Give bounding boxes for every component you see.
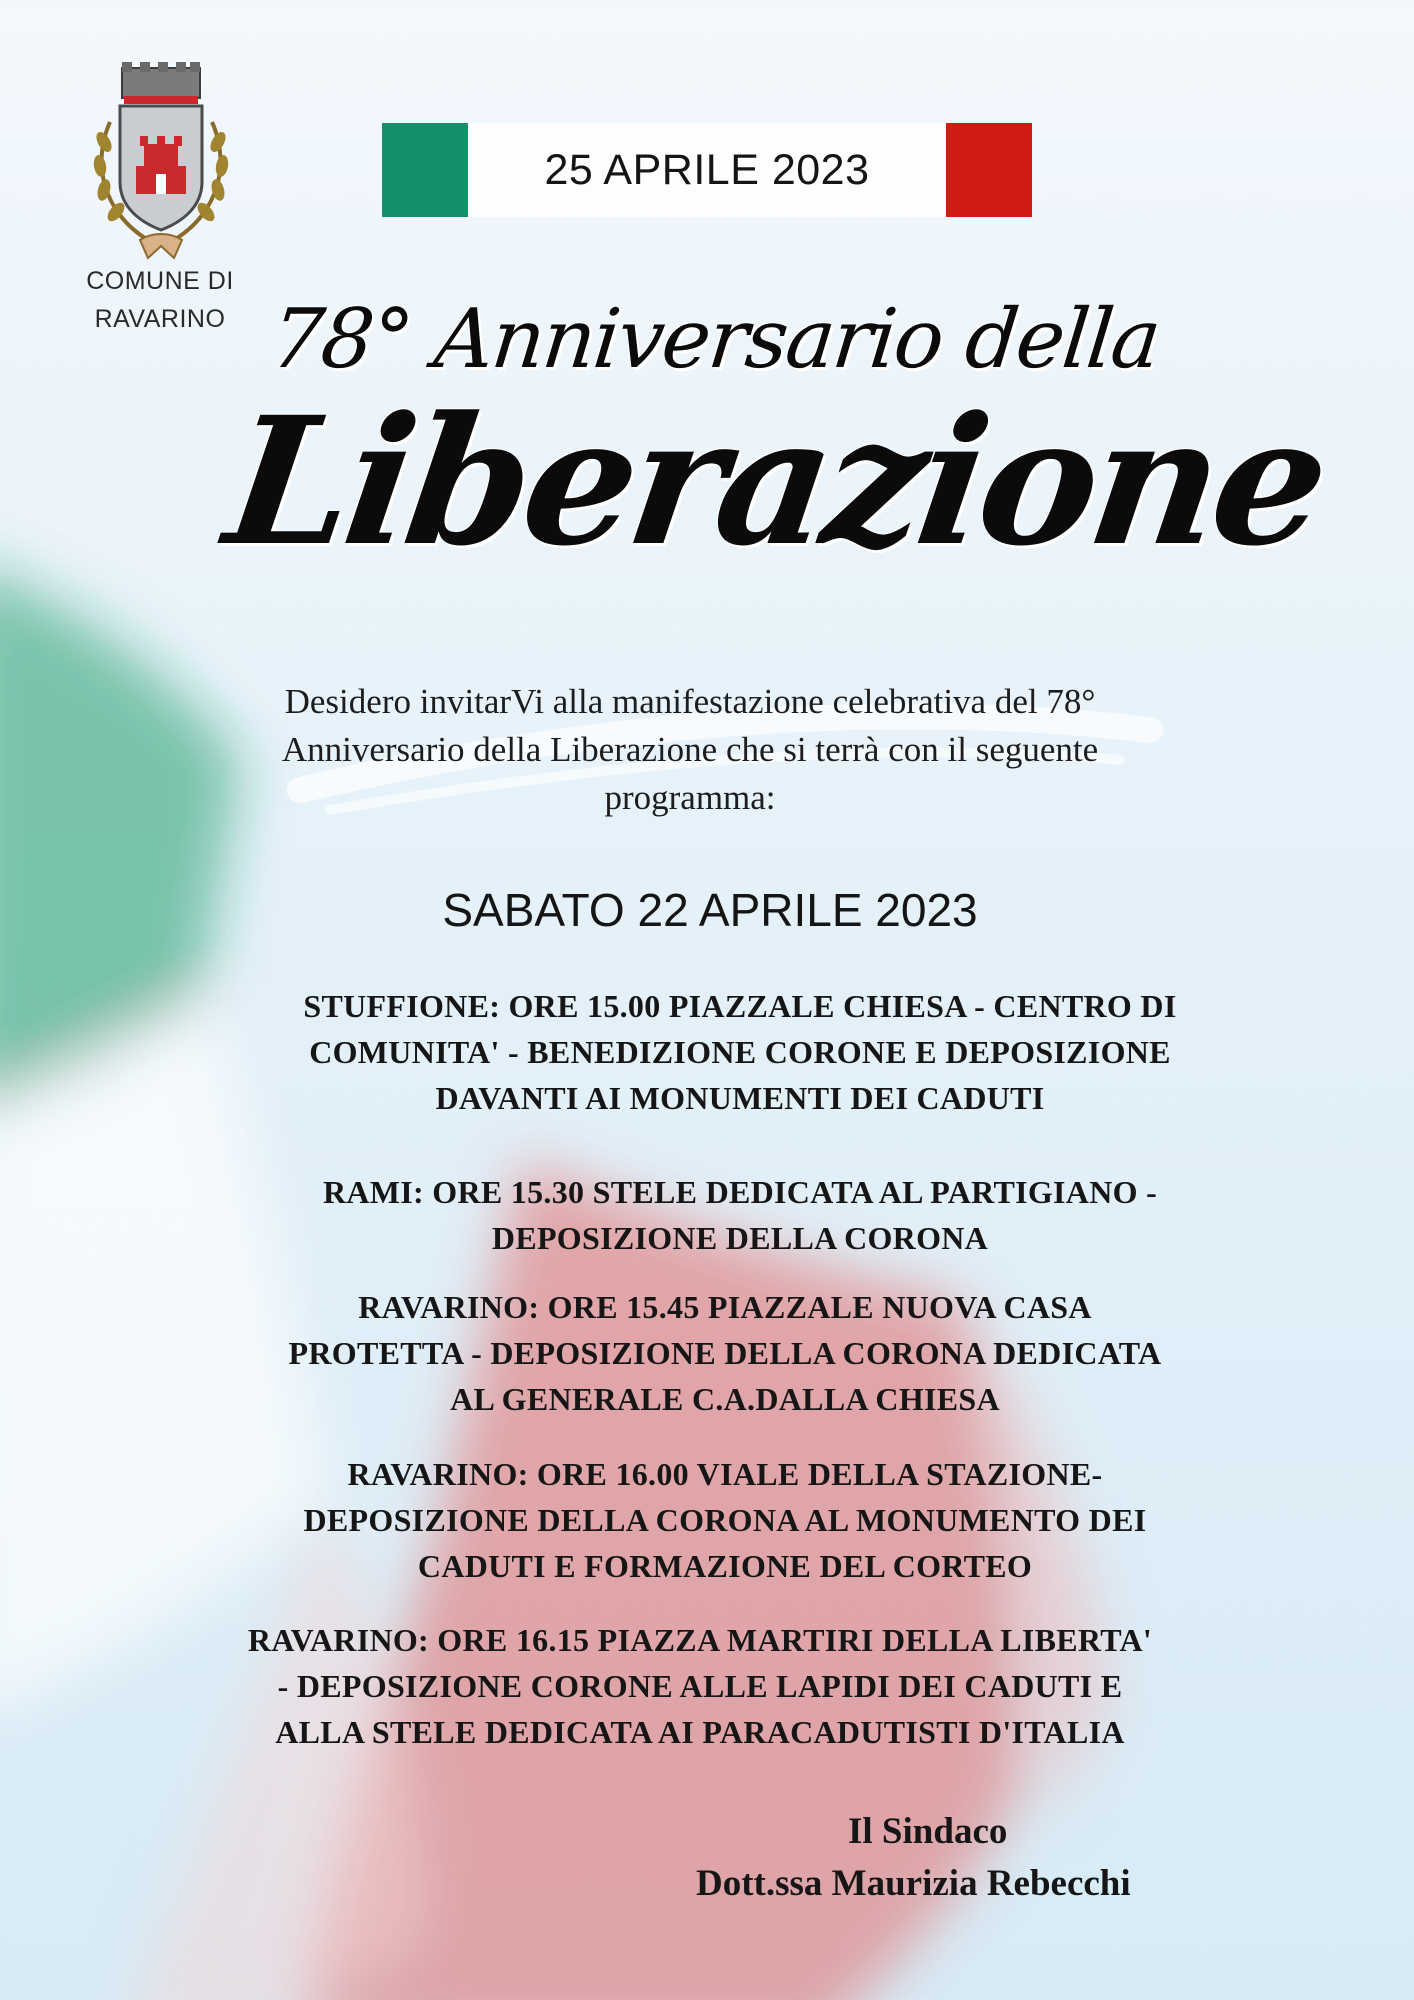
event-line: AL GENERALE C.A.DALLA CHIESA (450, 1381, 1000, 1417)
signature-title: Il Sindaco (848, 1811, 1008, 1852)
event-line: DEPOSIZIONE DELLA CORONA AL MONUMENTO DEI (303, 1502, 1147, 1538)
event-ravarino-piazza-martiri (140, 1617, 1260, 1755)
flag-green-stripe (382, 123, 468, 217)
castle-coat-of-arms-icon (78, 62, 244, 262)
signature-block (640, 1806, 1340, 1910)
event-line: RAVARINO: ORE 15.45 PIAZZALE NUOVA CASA (358, 1289, 1092, 1325)
headline-anniversary: 78° Anniversario della (266, 292, 1164, 387)
intro-text (110, 678, 1270, 822)
event-line: STUFFIONE: ORE 15.00 PIAZZALE CHIESA - CENTRO DI (303, 988, 1177, 1024)
event-ravarino-viale-stazione (170, 1451, 1280, 1589)
italian-flag-date-banner (382, 123, 1032, 217)
flag-red-stripe (946, 123, 1032, 217)
event-rami (190, 1169, 1290, 1261)
event-line: DAVANTI AI MONUMENTI DEI CADUTI (435, 1080, 1045, 1116)
intro-line: programma: (604, 778, 776, 817)
event-line: CADUTI E FORMAZIONE DEL CORTEO (417, 1548, 1033, 1584)
event-stuffione (190, 983, 1290, 1121)
signature-name: Dott.ssa Maurizia Rebecchi (696, 1863, 1131, 1904)
event-line: RAMI: ORE 15.30 STELE DEDICATA AL PARTIGIANO - (322, 1174, 1158, 1210)
intro-line: Anniversario della Liberazione che si terrà con il seguente (281, 730, 1099, 769)
event-line: COMUNITA' - BENEDIZIONE CORONE E DEPOSIZIONE (309, 1034, 1171, 1070)
event-line: RAVARINO: ORE 16.00 VIALE DELLA STAZIONE- (347, 1456, 1103, 1492)
banner-date: 25 APRILE 2023 (468, 123, 946, 217)
comune-label-line1: COMUNE DI (86, 267, 234, 295)
event-line: DEPOSIZIONE DELLA CORONA (491, 1220, 989, 1256)
event-line: PROTETTA - DEPOSIZIONE DELLA CORONA DEDICATA (288, 1335, 1162, 1371)
event-ravarino-casa-protetta (160, 1284, 1290, 1422)
comune-label (40, 262, 280, 338)
headline-liberazione: Liberazione (215, 378, 1336, 585)
comune-label-line2: RAVARINO (94, 305, 226, 333)
event-line: RAVARINO: ORE 16.15 PIAZZA MARTIRI DELLA LIBERTA' (247, 1622, 1153, 1658)
event-line: ALLA STELE DEDICATA AI PARACADUTISTI D'ITALIA (275, 1714, 1125, 1750)
program-date: SABATO 22 APRILE 2023 (442, 884, 978, 936)
event-line: - DEPOSIZIONE CORONE ALLE LAPIDI DEI CADUTI E (277, 1668, 1123, 1704)
intro-line: Desidero invitarVi alla manifestazione celebrativa del 78° (284, 682, 1096, 721)
